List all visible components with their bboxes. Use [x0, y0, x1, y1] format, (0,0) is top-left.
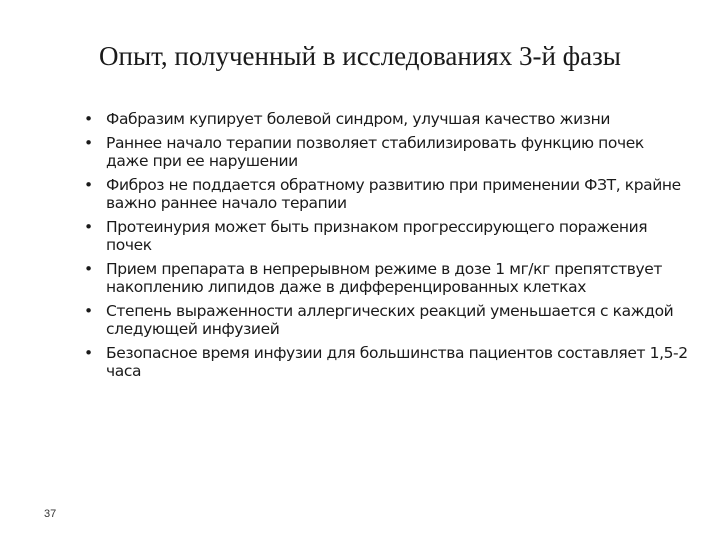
slide-title: Опыт, полученный в исследованиях 3-й фазы [99, 41, 621, 71]
bullet-text: Раннее начало терапии позволяет стабилизировать функцию почек даже при ее нарушении [106, 133, 644, 170]
page-number: 37 [44, 508, 57, 520]
bullet-list [80, 110, 690, 386]
bullet-item [80, 302, 690, 339]
bullet-dot-icon: • [84, 259, 93, 278]
bullet-item [80, 218, 690, 255]
bullet-dot-icon: • [84, 217, 93, 236]
bullet-item [80, 260, 690, 297]
bullet-text: Протеинурия может быть признаком прогрессирующего поражения почек [106, 217, 648, 254]
bullet-dot-icon: • [84, 175, 93, 194]
bullet-item [80, 134, 690, 171]
bullet-text: Степень выраженности аллергических реакций уменьшается с каждой следующей инфузией [106, 301, 674, 338]
bullet-text: Прием препарата в непрерывном режиме в дозе 1 мг/кг препятствует накоплению липидов даже в дифференцированных клетках [106, 259, 662, 296]
bullet-text: Фиброз не поддается обратному развитию при применении ФЗТ, крайне важно раннее начало терапии [106, 175, 681, 212]
bullet-text: Безопасное время инфузии для большинства пациентов составляет 1,5-2 часа [106, 343, 688, 380]
bullet-dot-icon: • [84, 133, 93, 152]
bullet-dot-icon: • [84, 110, 93, 128]
bullet-item [80, 176, 690, 213]
bullet-item [80, 344, 690, 381]
bullet-dot-icon: • [84, 301, 93, 320]
bullet-item [80, 110, 690, 129]
bullet-text: Фабразим купирует болевой синдром, улучшая качество жизни [106, 110, 611, 128]
bullet-dot-icon: • [84, 343, 93, 362]
